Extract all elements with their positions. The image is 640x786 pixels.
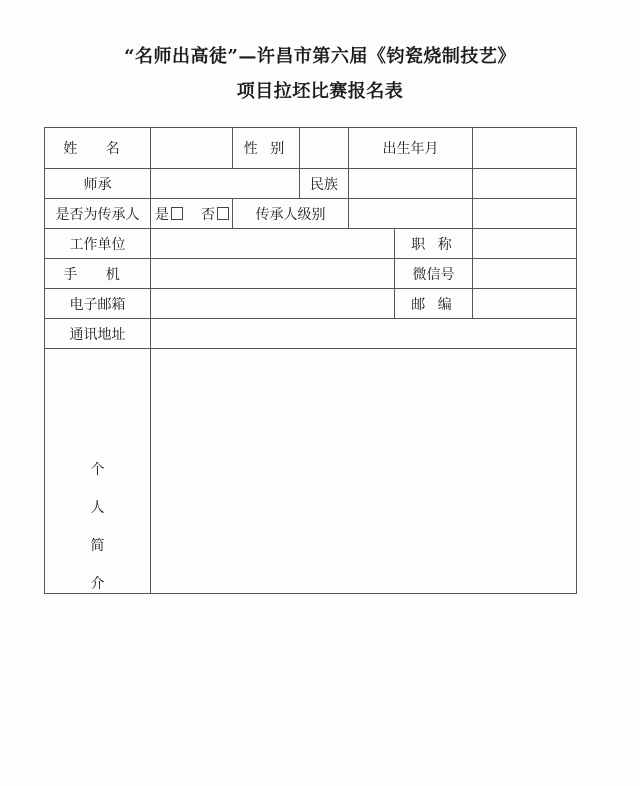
work-unit-label: 工作单位 xyxy=(45,229,151,259)
job-title-value[interactable] xyxy=(473,229,577,259)
no-label: 否 xyxy=(201,206,215,223)
no-option[interactable] xyxy=(201,204,229,224)
mobile-value[interactable] xyxy=(151,259,395,289)
work-unit-value[interactable] xyxy=(151,229,395,259)
bio-value[interactable] xyxy=(151,349,577,594)
registration-form-table xyxy=(44,127,577,594)
mobile-label: 手 机 xyxy=(45,259,151,289)
form-row-mentor xyxy=(45,169,577,199)
wechat-label: 微信号 xyxy=(395,259,473,289)
birth-value[interactable] xyxy=(473,128,577,169)
postcode-value[interactable] xyxy=(473,289,577,319)
postcode-label: 邮 编 xyxy=(395,289,473,319)
ethnicity-label: 民族 xyxy=(300,169,349,199)
email-value[interactable] xyxy=(151,289,395,319)
bio-label-char: 介 xyxy=(90,576,105,592)
inheritor-choice xyxy=(151,199,233,229)
bio-label-char: 简 xyxy=(90,538,105,554)
bio-label-char: 个 xyxy=(90,462,105,478)
no-checkbox[interactable] xyxy=(217,207,229,220)
bio-label xyxy=(45,349,151,594)
wechat-value[interactable] xyxy=(473,259,577,289)
yes-option[interactable] xyxy=(155,204,183,224)
ethnicity-value[interactable] xyxy=(349,169,473,199)
mentor-label: 师承 xyxy=(45,169,151,199)
address-label: 通讯地址 xyxy=(45,319,151,349)
form-row-email xyxy=(45,289,577,319)
mentor-row-extra[interactable] xyxy=(473,169,577,199)
form-row-mobile xyxy=(45,259,577,289)
name-value[interactable] xyxy=(151,128,233,169)
form-title-line1: “名师出高徒”—许昌市第六届《钧瓷烧制技艺》 xyxy=(124,46,516,67)
form-row-work xyxy=(45,229,577,259)
gender-value[interactable] xyxy=(300,128,349,169)
bio-label-char: 人 xyxy=(90,500,105,516)
gender-label: 性 别 xyxy=(233,128,300,169)
form-row-inheritor xyxy=(45,199,577,229)
mentor-value[interactable] xyxy=(151,169,300,199)
yes-checkbox[interactable] xyxy=(171,207,183,220)
yes-label: 是 xyxy=(155,206,169,223)
birth-label: 出生年月 xyxy=(349,128,473,169)
inheritor-row-extra[interactable] xyxy=(473,199,577,229)
address-value[interactable] xyxy=(151,319,577,349)
form-row-bio xyxy=(45,349,577,594)
form-row-address xyxy=(45,319,577,349)
inheritor-level-label: 传承人级别 xyxy=(233,199,349,229)
form-title-line2: 项目拉坯比赛报名表 xyxy=(236,81,404,102)
name-label: 姓 名 xyxy=(45,128,151,169)
inheritor-label: 是否为传承人 xyxy=(45,199,151,229)
inheritor-level-value[interactable] xyxy=(349,199,473,229)
email-label: 电子邮箱 xyxy=(45,289,151,319)
form-row-name xyxy=(45,128,577,169)
job-title-label: 职 称 xyxy=(395,229,473,259)
